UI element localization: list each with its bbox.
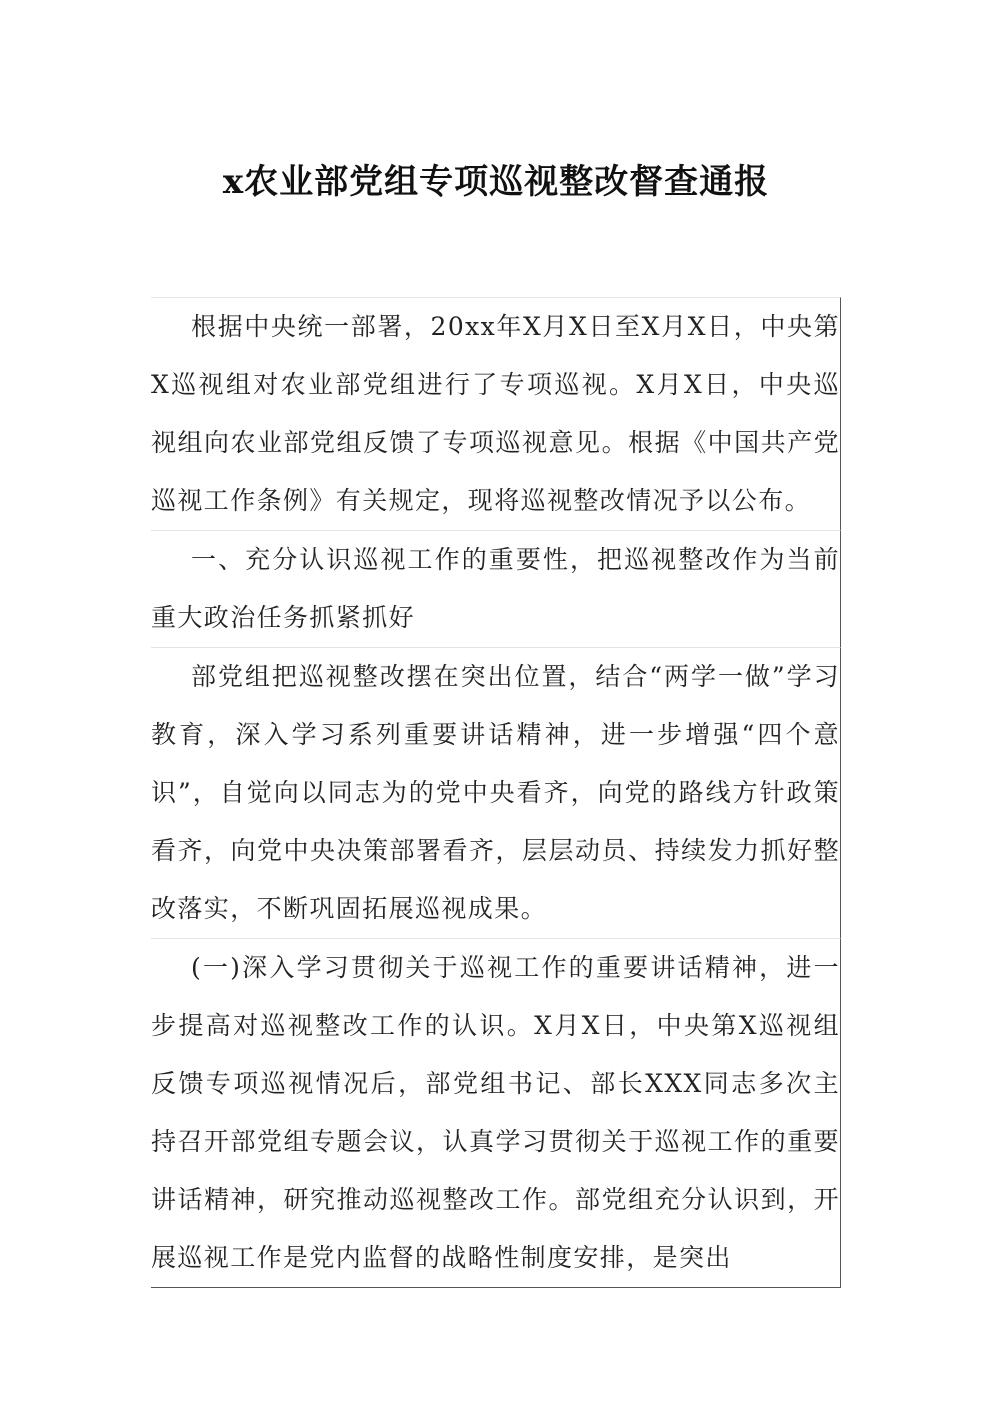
section-heading-1: 一、充分认识巡视工作的重要性，把巡视整改作为当前重大政治任务抓紧抓好 (151, 530, 841, 647)
paragraph-subsection-1: (一)深入学习贯彻关于巡视工作的重要讲话精神，进一步提高对巡视整改工作的认识。X月X日，中央第X巡视组反馈专项巡视情况后，部党组书记、部长XXX同志多次主持召开部党组专题会议，认真学习贯彻关于巡视工作的重要讲话精神，研究推动巡视整改工作。部党组充分认识到，开展巡视工作是党内监督的战略性制度安排，是突出 (151, 938, 841, 1288)
paragraph-section-1: 部党组把巡视整改摆在突出位置，结合“两学一做”学习教育，深入学习系列重要讲话精神，进一步增强“四个意识”，自觉向以同志为的党中央看齐，向党的路线方针政策看齐，向党中央决策部署看齐，层层动员、持续发力抓好整改落实，不断巩固拓展巡视成果。 (151, 647, 841, 938)
document-body (151, 297, 841, 1288)
document-title: x农业部党组专项巡视整改督查通报 (222, 162, 770, 202)
paragraph-intro: 根据中央统一部署，20xx年X月X日至X月X日，中央第X巡视组对农业部党组进行了专项巡视。X月X日，中央巡视组向农业部党组反馈了专项巡视意见。根据《中国共产党巡视工作条例》有关规定，现将巡视整改情况予以公布。 (151, 297, 841, 530)
